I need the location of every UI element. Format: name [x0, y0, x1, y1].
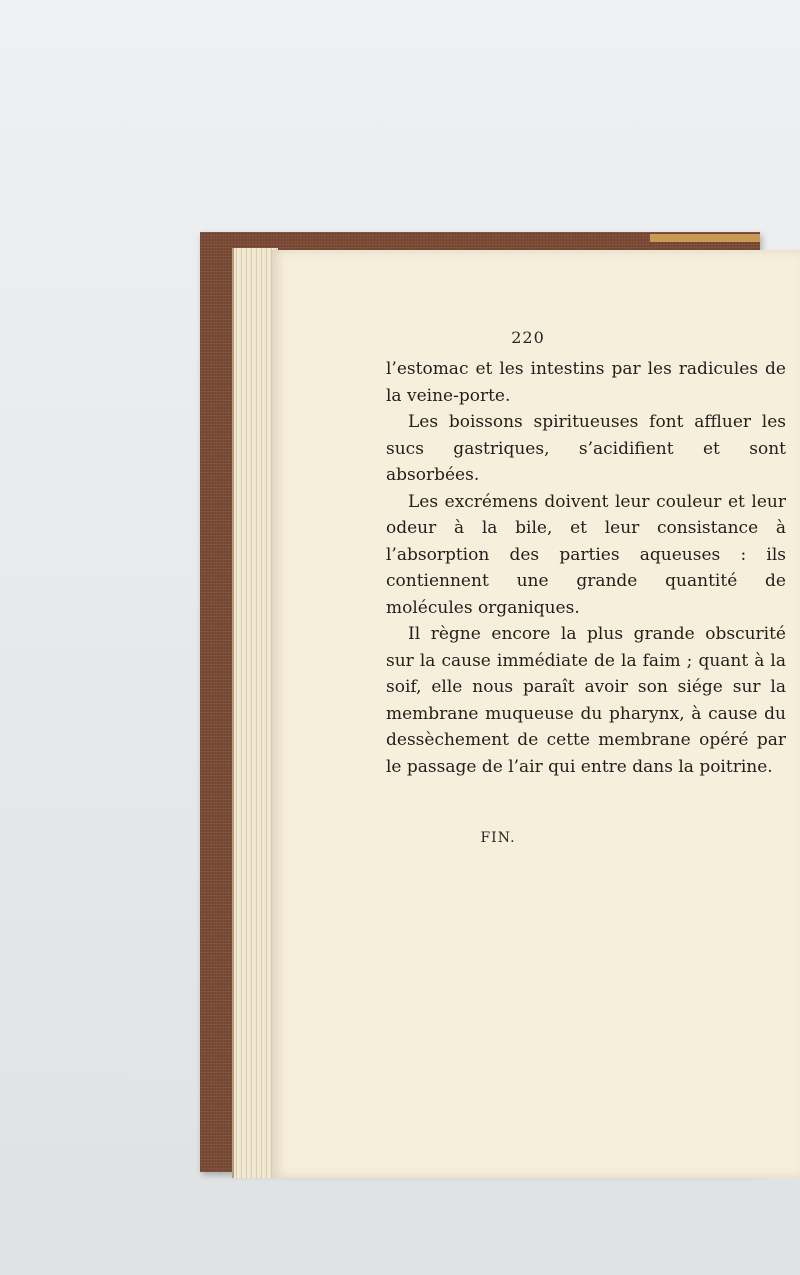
paragraph-4: Il règne encore la plus grande obscurité sur la cause immédiate de la faim ; quant à la soif, elle nous paraît avoir son siége sur la membrane muqueuse du pharynx, à cause du dessèchement de cette membrane opéré par le passage de l’air qui entre dans la poitrine. — [386, 624, 786, 777]
end-marker: FIN. — [480, 830, 516, 846]
cover-edge — [650, 234, 760, 242]
page-number: 220 — [511, 328, 545, 347]
paragraph-2: Les boissons spiritueuses font affluer les sucs gastriques, s’acidifient et sont absorbées. — [386, 412, 786, 485]
paragraph-3: Les excrémens doivent leur couleur et leur odeur à la bile, et leur consistance à l’absorption des parties aqueuses : ils contiennent une grande quantité de molécules organiques. — [386, 491, 786, 618]
book-page — [272, 250, 800, 1178]
body-text — [386, 356, 786, 780]
paragraph-1: l’estomac et les intestins par les radicules de la veine-porte. — [386, 359, 786, 406]
